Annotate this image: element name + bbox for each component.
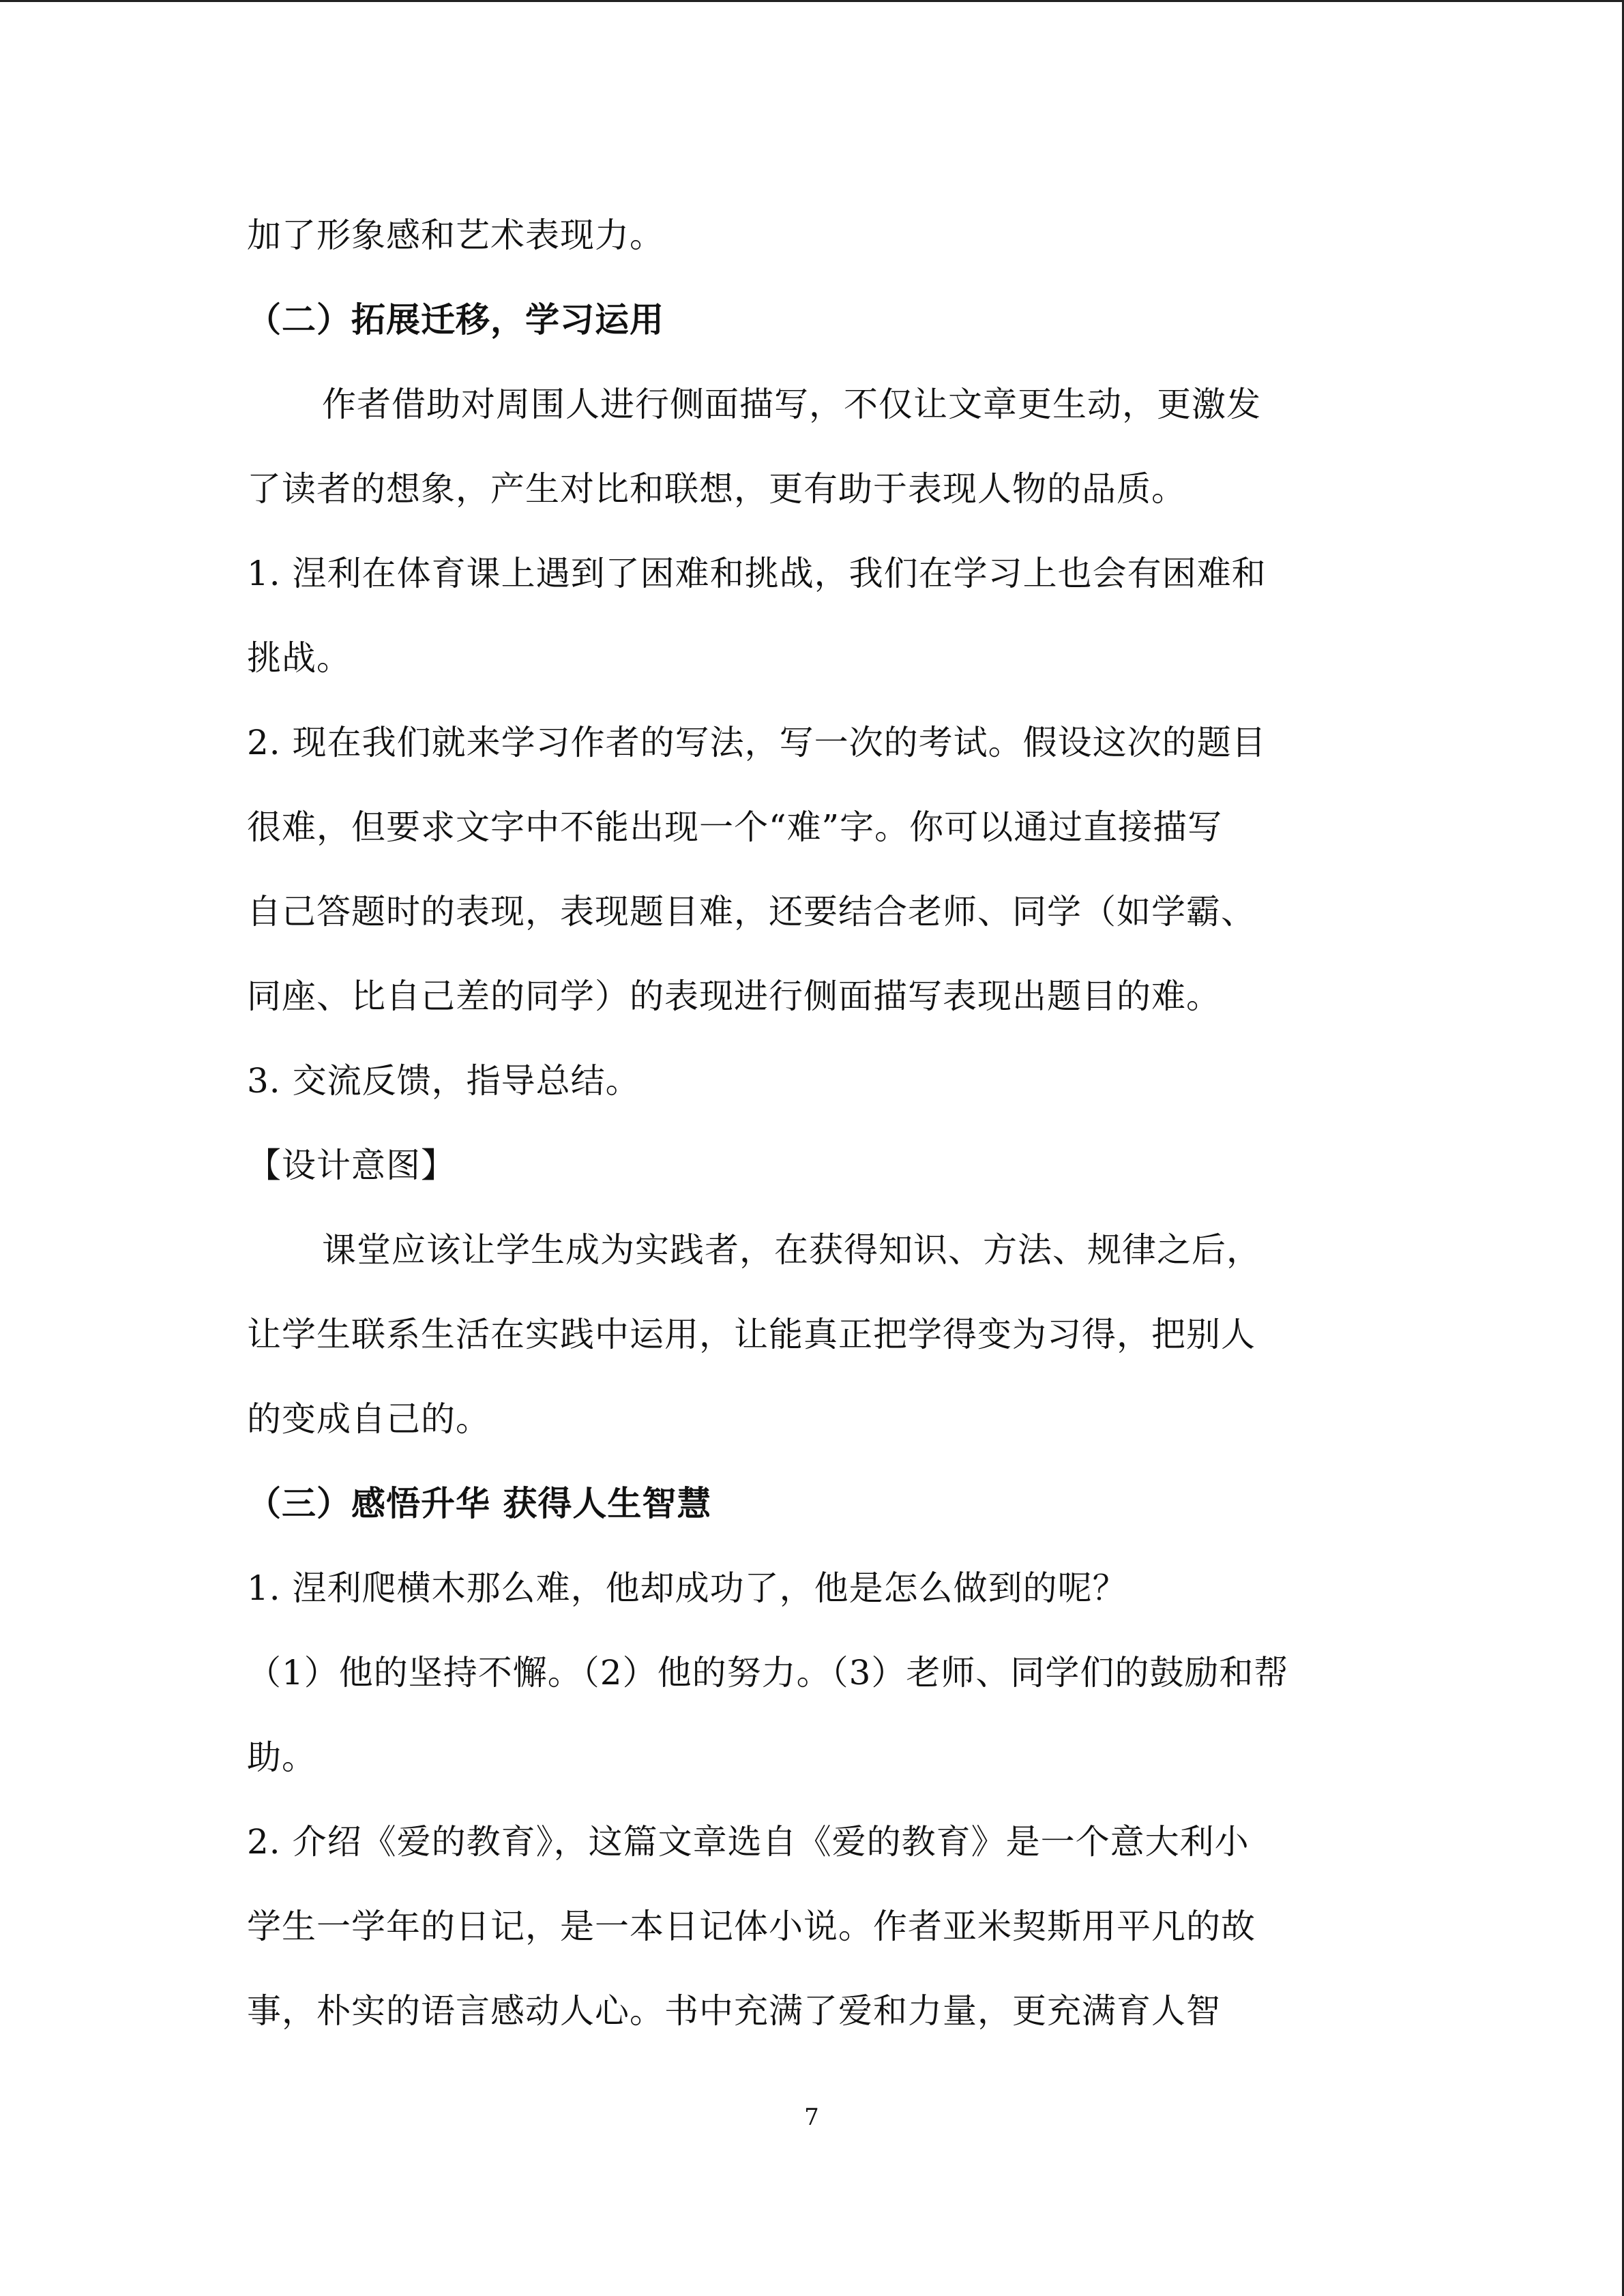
paragraph-line: 课堂应该让学生成为实践者，在获得知识、方法、规律之后， xyxy=(322,1230,1261,1270)
design-intent-label: 【设计意图】 xyxy=(247,1146,456,1185)
list-item-line: 助。 xyxy=(247,1738,316,1777)
list-item-line: 2. 介绍《爱的教育》，这篇文章选自《爱的教育》是一个意大利小 xyxy=(247,1822,1250,1862)
paragraph-line: 了读者的想象，产生对比和联想，更有助于表现人物的品质。 xyxy=(247,469,1186,509)
paragraph-line: 的变成自己的。 xyxy=(247,1399,490,1439)
paragraph-line: 作者借助对周围人进行侧面描写，不仅让文章更生动，更激发 xyxy=(322,385,1261,424)
list-item-line: 挑战。 xyxy=(247,638,351,678)
list-item-line: 3. 交流反馈，指导总结。 xyxy=(247,1061,640,1101)
list-item-line: 1. 涅利在体育课上遇到了困难和挑战，我们在学习上也会有困难和 xyxy=(247,554,1267,593)
list-item-line: 自己答题时的表现，表现题目难，还要结合老师、同学（如学霸、 xyxy=(247,892,1256,931)
list-item-line: （1）他的坚持不懈。（2）他的努力。（3）老师、同学们的鼓励和帮 xyxy=(247,1653,1289,1693)
page-border-top xyxy=(0,0,1624,2)
section-heading-2: （二）拓展迁移，学习运用 xyxy=(247,299,664,340)
list-item-line: 很难，但要求文字中不能出现一个“难”字。你可以通过直接描写 xyxy=(247,807,1223,847)
list-item-line: 1. 涅利爬横木那么难，他却成功了，他是怎么做到的呢？ xyxy=(247,1568,1127,1608)
paragraph-line: 加了形象感和艺术表现力。 xyxy=(247,215,664,255)
page-number: 7 xyxy=(804,2104,819,2131)
paragraph-line: 让学生联系生活在实践中运用，让能真正把学得变为习得，把别人 xyxy=(247,1315,1256,1354)
section-heading-3: （三）感悟升华 获得人生智慧 xyxy=(247,1483,712,1523)
list-item-line: 事，朴实的语言感动人心。书中充满了爱和力量，更充满育人智 xyxy=(247,1991,1221,2031)
list-item-line: 学生一学年的日记，是一本日记体小说。作者亚米契斯用平凡的故 xyxy=(247,1907,1256,1946)
list-item-line: 2. 现在我们就来学习作者的写法，写一次的考试。假设这次的题目 xyxy=(247,723,1267,762)
list-item-line: 同座、比自己差的同学）的表现进行侧面描写表现出题目的难。 xyxy=(247,976,1221,1016)
